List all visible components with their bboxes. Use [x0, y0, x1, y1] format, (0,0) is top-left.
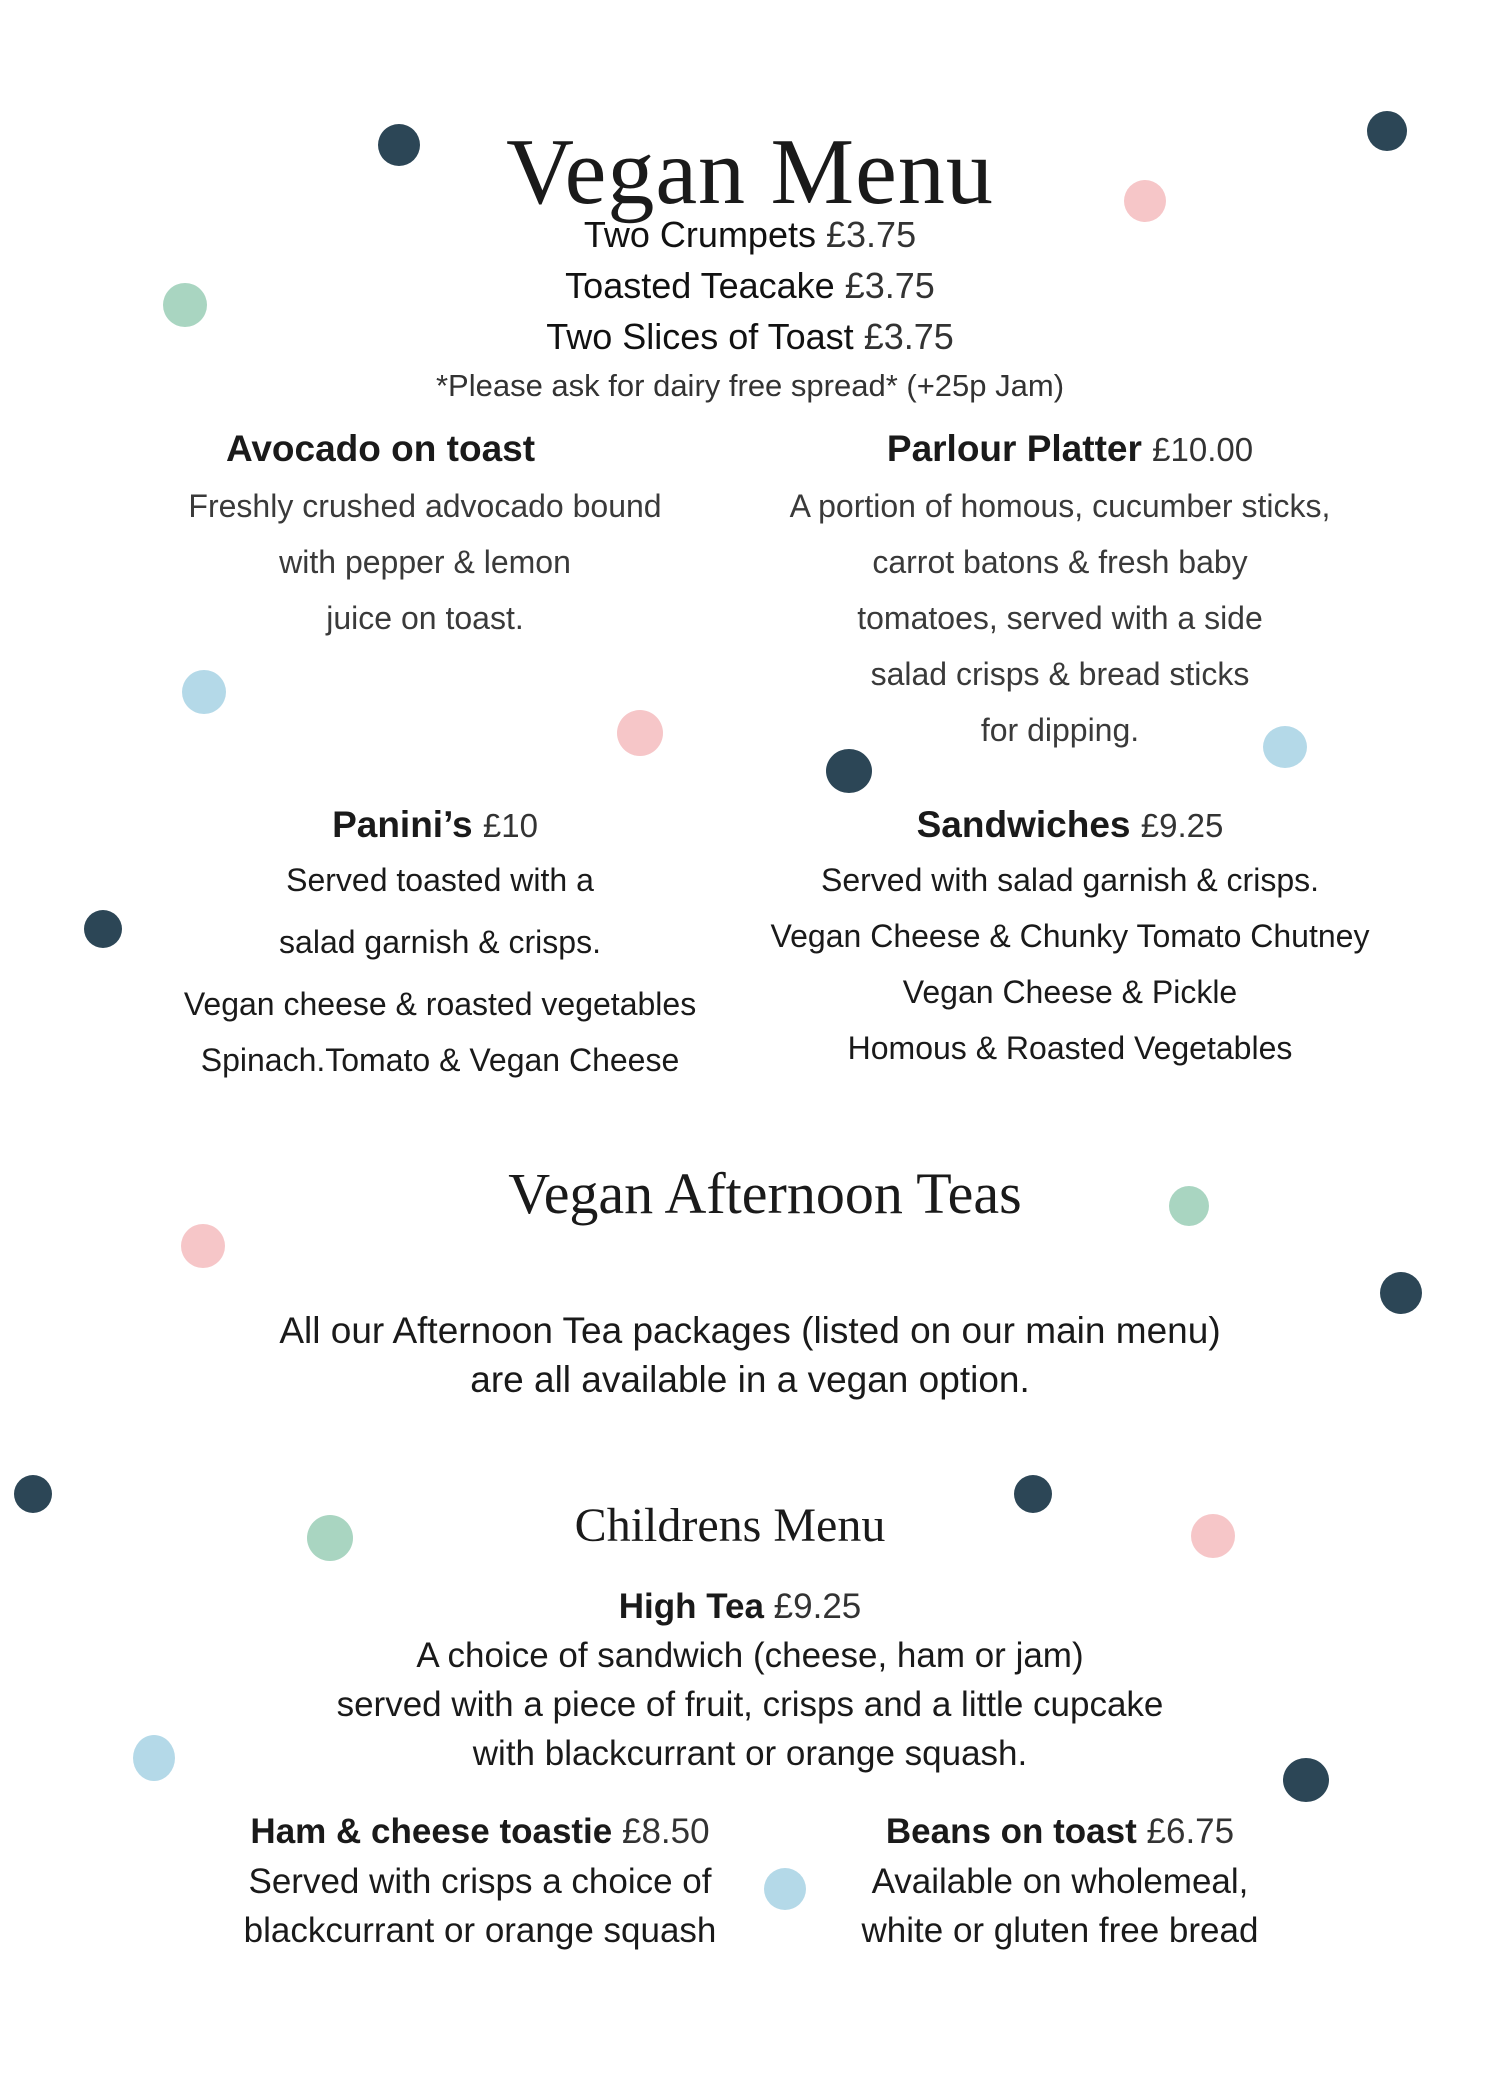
description-line: Served with salad garnish & crisps.: [821, 862, 1319, 898]
description-line: carrot batons & fresh baby: [872, 544, 1248, 580]
item-name: Beans on toast: [885, 1812, 1137, 1851]
description-line: salad garnish & crisps.: [279, 924, 601, 960]
description-line: Freshly crushed advocado bound: [188, 488, 662, 524]
description-line: white or gluten free bread: [861, 1911, 1259, 1950]
menu-item-name: Two Slices of Toast: [546, 316, 854, 357]
description-line: Served toasted with a: [286, 862, 594, 898]
description-line: tomatoes, served with a side: [857, 600, 1263, 636]
item-price: £10.00: [1152, 431, 1254, 468]
platter-section: [770, 428, 1350, 768]
section-heading: [770, 804, 1370, 862]
description-line: Vegan Cheese & Pickle: [902, 974, 1238, 1010]
menu-item-name: Toasted Teacake: [565, 265, 835, 306]
description-line: Homous & Roasted Vegetables: [847, 1030, 1293, 1066]
description-line: with pepper & lemon: [279, 544, 571, 580]
sandwiches-section: [770, 804, 1370, 1086]
afternoon-tea-text: [0, 1306, 1500, 1404]
description-line: with blackcurrant or orange squash.: [472, 1734, 1028, 1773]
menu-line: [0, 265, 1500, 307]
section-heading: [220, 1812, 740, 1862]
description-line: Available on wholemeal,: [871, 1862, 1249, 1901]
menu-line: [0, 316, 1500, 358]
toastie-section: [220, 1812, 740, 1960]
description-line: Vegan cheese & roasted vegetables: [183, 986, 697, 1022]
description-line: Vegan Cheese & Chunky Tomato Chutney: [770, 918, 1370, 954]
item-name: Sandwiches: [916, 804, 1131, 845]
description-line: A portion of homous, cucumber sticks,: [789, 488, 1331, 524]
paragraph-line: are all available in a vegan option.: [470, 1359, 1030, 1400]
decorative-dot: [182, 670, 226, 714]
menu-item-price: £3.75: [826, 214, 917, 255]
section-heading: [160, 804, 720, 862]
description-line: for dipping.: [980, 712, 1140, 748]
high-tea-section: [0, 1582, 1500, 1778]
section-heading: [770, 428, 1350, 488]
section-heading: [140, 428, 710, 488]
section-heading: [830, 1812, 1290, 1862]
paninis-section: [160, 804, 720, 1098]
description-line: juice on toast.: [326, 600, 524, 636]
description-line: blackcurrant or orange squash: [243, 1911, 717, 1950]
paragraph-line: All our Afternoon Tea packages (listed on our main menu): [279, 1310, 1221, 1351]
description-line: Served with crisps a choice of: [248, 1862, 712, 1901]
item-price: £9.25: [1140, 807, 1224, 844]
item-price: £8.50: [621, 1812, 710, 1851]
item-price: £10: [482, 807, 538, 844]
childrens-menu-title: Childrens Menu: [574, 1499, 886, 1552]
decorative-dot: [617, 710, 663, 756]
item-name: Panini’s: [332, 804, 473, 845]
item-name: Ham & cheese toastie: [250, 1812, 613, 1851]
description-line: A choice of sandwich (cheese, ham or jam): [416, 1636, 1084, 1675]
description-line: served with a piece of fruit, crisps and a little cupcake: [336, 1685, 1164, 1724]
afternoon-tea-title: Vegan Afternoon Teas: [508, 1161, 1022, 1226]
menu-item-name: Two Crumpets: [583, 214, 816, 255]
decorative-dot: [764, 1868, 806, 1910]
menu-line: [0, 214, 1500, 256]
menu-item-price: £3.75: [844, 265, 935, 306]
item-price: £9.25: [773, 1587, 862, 1626]
decorative-dot: [84, 910, 122, 948]
dairy-free-note: *Please ask for dairy free spread* (+25p Jam): [435, 368, 1065, 403]
menu-item-price: £3.75: [863, 316, 954, 357]
description-line: salad crisps & bread sticks: [870, 656, 1250, 692]
beans-section: [830, 1812, 1290, 1960]
decorative-dot: [181, 1224, 225, 1268]
item-name: High Tea: [618, 1587, 764, 1626]
avocado-section: [140, 428, 710, 656]
item-price: £6.75: [1146, 1812, 1235, 1851]
description-line: Spinach.Tomato & Vegan Cheese: [200, 1042, 680, 1078]
item-name: Parlour Platter: [886, 428, 1142, 469]
item-name: Avocado on toast: [226, 428, 536, 469]
high-tea-heading: [0, 1582, 1500, 1631]
page-title: Vegan Menu: [506, 120, 994, 224]
